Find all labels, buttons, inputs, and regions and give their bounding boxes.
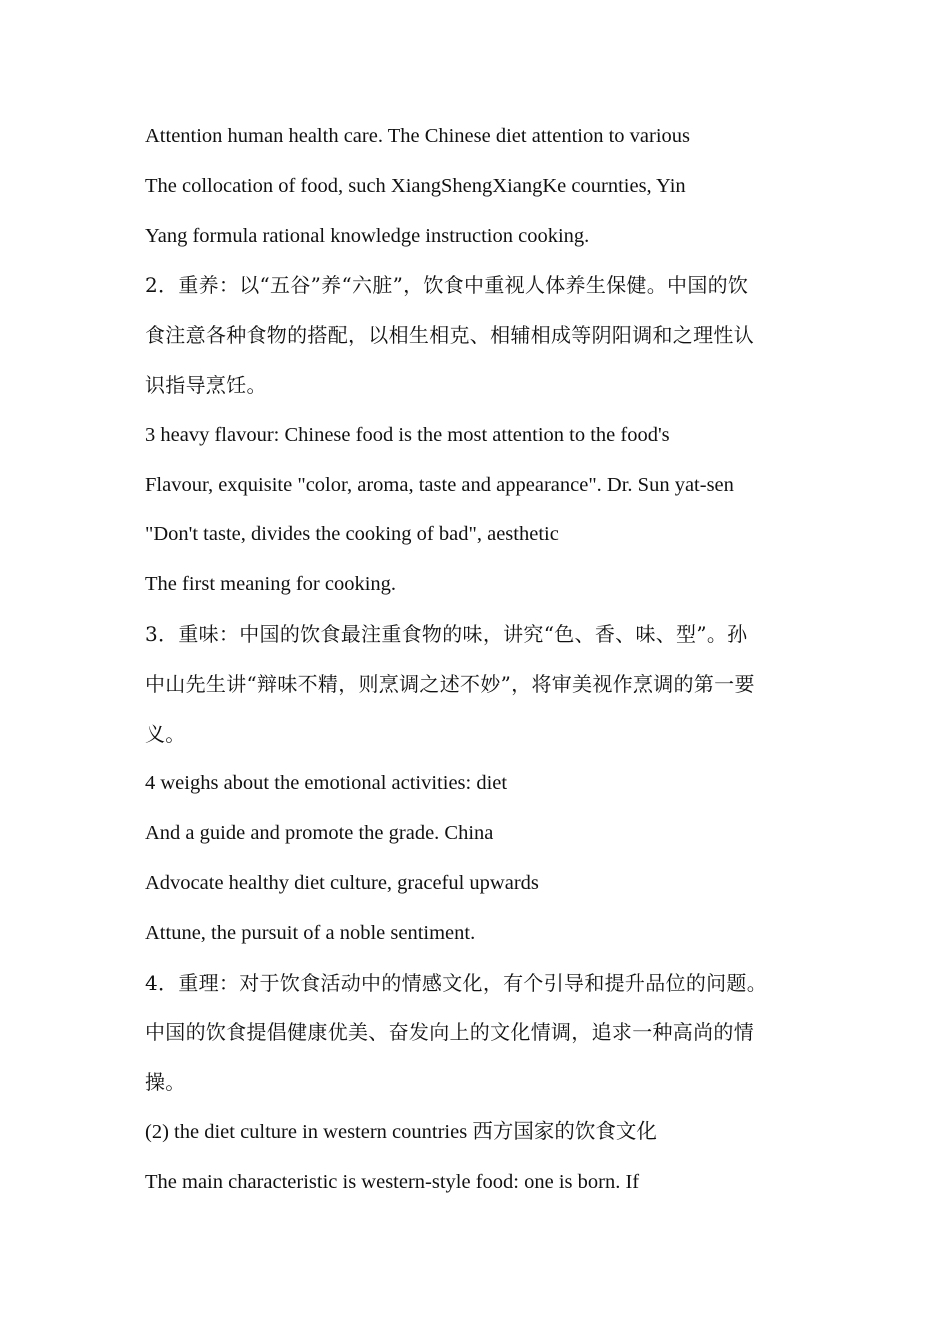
text-line: 中国的饮食提倡健康优美、奋发向上的文化情调，追求一种高尚的情 [145, 1020, 754, 1045]
text-line: Flavour, exquisite "color, aroma, taste and appearance". Dr. Sun yat-sen [145, 473, 734, 496]
text-line: "Don't taste, divides the cooking of bad", aesthetic [145, 523, 559, 546]
text-line: 识指导烹饪。 [145, 372, 267, 397]
text-line: 食注意各种食物的搭配，以相生相克、相辅相成等阴阳调和之理性认 [145, 323, 754, 348]
text-line: Attention human health care. The Chinese diet attention to various [145, 125, 691, 147]
document-body [145, 112, 825, 1208]
text-line: Attune, the pursuit of a noble sentiment. [145, 921, 476, 944]
text-line: The collocation of food, such XiangShengXiangKe cournties, Yin [145, 174, 686, 197]
text-line: 4．重理：对于饮食活动中的情感文化，有个引导和提升品位的问题。 [145, 970, 768, 995]
text-line: The main characteristic is western-style food: one is born. If [145, 1170, 640, 1193]
text-line: 操。 [145, 1070, 186, 1095]
text-line: 2．重养：以“五谷”养“六脏”，饮食中重视人体养生保健。中国的饮 [145, 273, 749, 298]
text-line: (2) the diet culture in western countries 西方国家的饮食文化 [145, 1120, 657, 1143]
text-line: 3．重味：中国的饮食最注重食物的味，讲究“色、香、味、型”。孙 [145, 621, 748, 646]
text-line: And a guide and promote the grade. China [145, 822, 494, 845]
text-line: 义。 [145, 721, 186, 746]
text-line: 中山先生讲“辩味不精，则烹调之述不妙”，将审美视作烹调的第一要 [145, 671, 755, 696]
text-line: 4 weighs about the emotional activities: diet [145, 772, 508, 795]
text-line: The first meaning for cooking. [145, 573, 397, 596]
text-line: Yang formula rational knowledge instruction cooking. [145, 224, 590, 247]
text-line: Advocate healthy diet culture, graceful upwards [145, 871, 539, 894]
text-line: 3 heavy flavour: Chinese food is the most attention to the food's [145, 423, 670, 446]
